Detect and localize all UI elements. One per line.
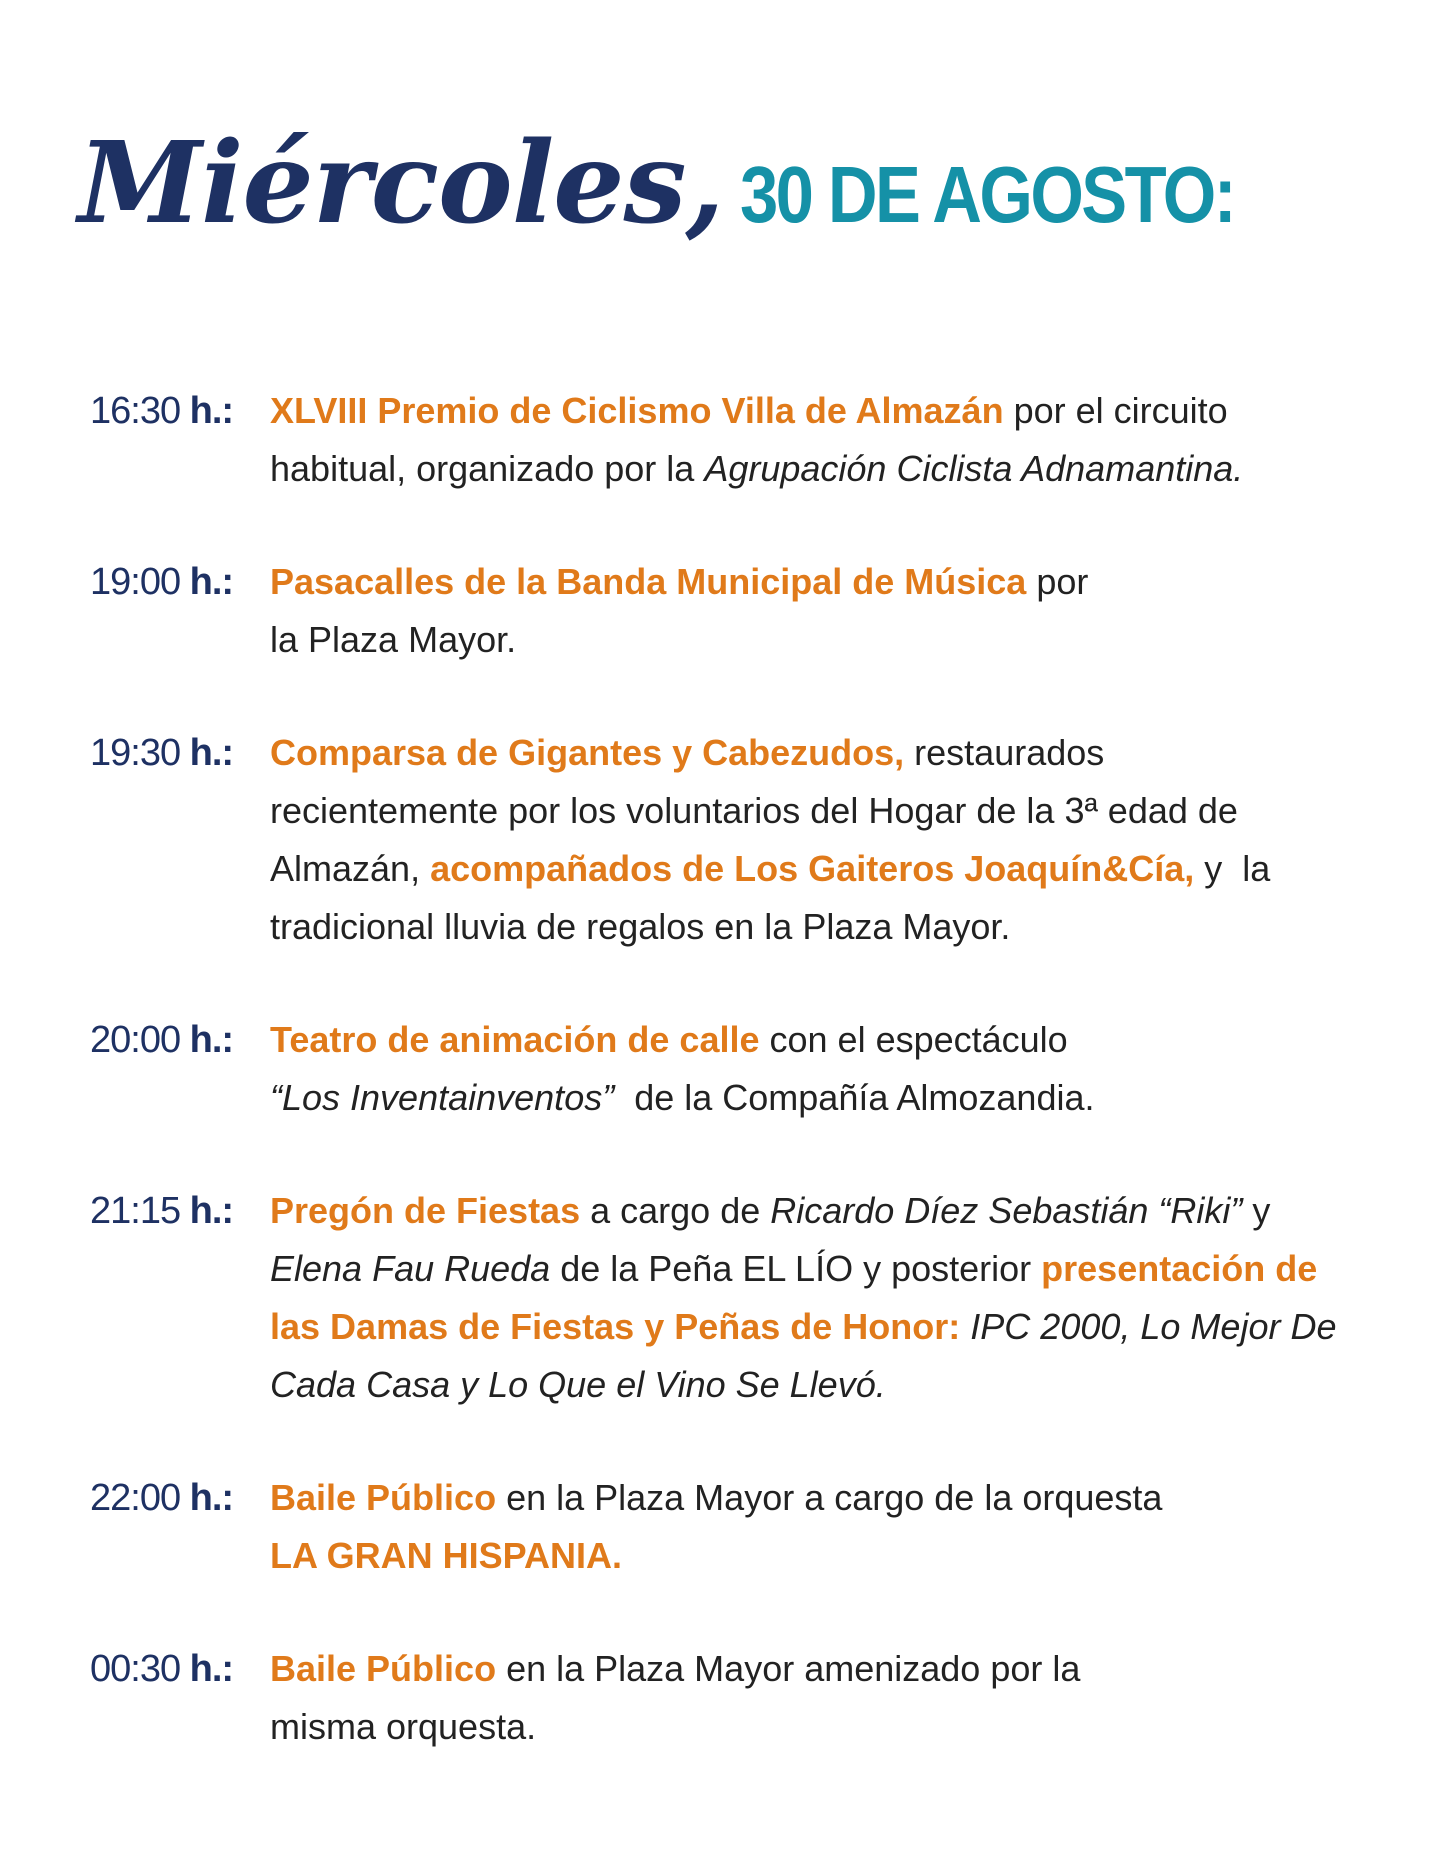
- event-time-value: 00:30: [90, 1648, 181, 1690]
- body-text: la Plaza Mayor.: [270, 619, 517, 660]
- event-time: [90, 724, 233, 782]
- body-text: y la: [1194, 848, 1271, 889]
- event-item: [90, 1640, 1390, 1756]
- body-text: de la Compañía Almozandia.: [614, 1077, 1095, 1118]
- event-time-suffix: h.:: [189, 1190, 234, 1232]
- event-description: [270, 1182, 1390, 1414]
- highlight-text: Teatro de animación de calle: [270, 1019, 760, 1060]
- event-time-suffix: h.:: [189, 561, 234, 603]
- description-line: [270, 1640, 1390, 1698]
- event-list: [90, 382, 1390, 1811]
- body-text: habitual, organizado por la: [270, 448, 705, 489]
- event-description: [270, 1640, 1390, 1756]
- event-time-suffix: h.:: [189, 1019, 234, 1061]
- body-text: con el espectáculo: [759, 1019, 1068, 1060]
- event-description: [270, 553, 1390, 669]
- highlight-text: Baile Público: [270, 1477, 497, 1518]
- highlight-text: Pasacalles de la Banda Municipal de Música: [270, 561, 1027, 602]
- highlight-text: acompañados de Los Gaiteros Joaquín&Cía,: [430, 848, 1195, 889]
- event-time-suffix: h.:: [189, 732, 234, 774]
- description-line: [270, 1011, 1390, 1069]
- body-text: restaurados: [904, 732, 1105, 773]
- event-time-value: 21:15: [90, 1190, 181, 1232]
- body-text: de la Peña EL LÍO y posterior: [550, 1248, 1042, 1289]
- body-text: y: [1242, 1190, 1271, 1231]
- description-line: [270, 440, 1390, 498]
- event-time-value: 19:00: [90, 561, 181, 603]
- description-line: [270, 840, 1390, 898]
- event-item: [90, 382, 1390, 498]
- event-time-suffix: h.:: [189, 390, 234, 432]
- body-text: en la Plaza Mayor a cargo de la orquesta: [496, 1477, 1163, 1518]
- body-text: recientemente por los voluntarios del Hogar de la 3ª edad de: [270, 790, 1238, 831]
- body-text: a cargo de: [580, 1190, 771, 1231]
- highlight-text: XLVIII Premio de Ciclismo Villa de Almazán: [270, 390, 1004, 431]
- event-item: [90, 1182, 1390, 1414]
- highlight-text: las Damas de Fiestas y Peñas de Honor:: [270, 1306, 961, 1347]
- event-time: [90, 553, 233, 611]
- highlight-text: Comparsa de Gigantes y Cabezudos,: [270, 732, 905, 773]
- event-description: [270, 1469, 1390, 1585]
- date-title: 30 DE AGOSTO:: [739, 150, 1234, 239]
- event-time-value: 19:30: [90, 732, 181, 774]
- description-line: [270, 782, 1390, 840]
- highlight-text: Pregón de Fiestas: [270, 1190, 581, 1231]
- body-text: Almazán,: [270, 848, 431, 889]
- event-description: [270, 382, 1390, 498]
- event-item: [90, 1011, 1390, 1127]
- description-line: [270, 898, 1390, 956]
- description-line: [270, 553, 1390, 611]
- event-description: [270, 724, 1390, 956]
- body-text: tradicional lluvia de regalos en la Plaza Mayor.: [270, 906, 1011, 947]
- description-line: [270, 724, 1390, 782]
- description-line: [270, 1069, 1390, 1127]
- description-line: [270, 1527, 1390, 1585]
- italic-text: Elena Fau Rueda: [270, 1248, 551, 1289]
- page-title: [78, 118, 1314, 249]
- italic-text: IPC 2000, Lo Mejor De: [960, 1306, 1337, 1347]
- event-item: [90, 724, 1390, 956]
- body-text: por el circuito: [1003, 390, 1228, 431]
- description-line: [270, 382, 1390, 440]
- event-time: [90, 1011, 233, 1069]
- italic-text: Cada Casa y Lo Que el Vino Se Llevó.: [270, 1364, 886, 1405]
- italic-text: Ricardo Díez Sebastián “Riki”: [770, 1190, 1243, 1231]
- event-time: [90, 1469, 233, 1527]
- event-item: [90, 553, 1390, 669]
- event-time: [90, 382, 233, 440]
- description-line: [270, 1469, 1390, 1527]
- event-time-value: 20:00: [90, 1019, 181, 1061]
- event-time-suffix: h.:: [189, 1477, 234, 1519]
- event-time: [90, 1182, 233, 1240]
- description-line: [270, 611, 1390, 669]
- description-line: [270, 1356, 1390, 1414]
- event-time-value: 16:30: [90, 390, 181, 432]
- body-text: por: [1026, 561, 1089, 602]
- description-line: [270, 1698, 1390, 1756]
- event-time-suffix: h.:: [189, 1648, 234, 1690]
- description-line: [270, 1240, 1390, 1298]
- italic-text: “Los Inventainventos”: [270, 1077, 615, 1118]
- event-time-value: 22:00: [90, 1477, 181, 1519]
- highlight-text: LA GRAN HISPANIA.: [270, 1535, 623, 1576]
- body-text: misma orquesta.: [270, 1706, 537, 1747]
- event-description: [270, 1011, 1390, 1127]
- day-title: Miércoles,: [78, 118, 724, 249]
- description-line: [270, 1298, 1390, 1356]
- highlight-text: presentación de: [1041, 1248, 1318, 1289]
- event-time: [90, 1640, 233, 1698]
- event-item: [90, 1469, 1390, 1585]
- italic-text: Agrupación Ciclista Adnamantina.: [704, 448, 1244, 489]
- description-line: [270, 1182, 1390, 1240]
- body-text: en la Plaza Mayor amenizado por la: [496, 1648, 1081, 1689]
- highlight-text: Baile Público: [270, 1648, 497, 1689]
